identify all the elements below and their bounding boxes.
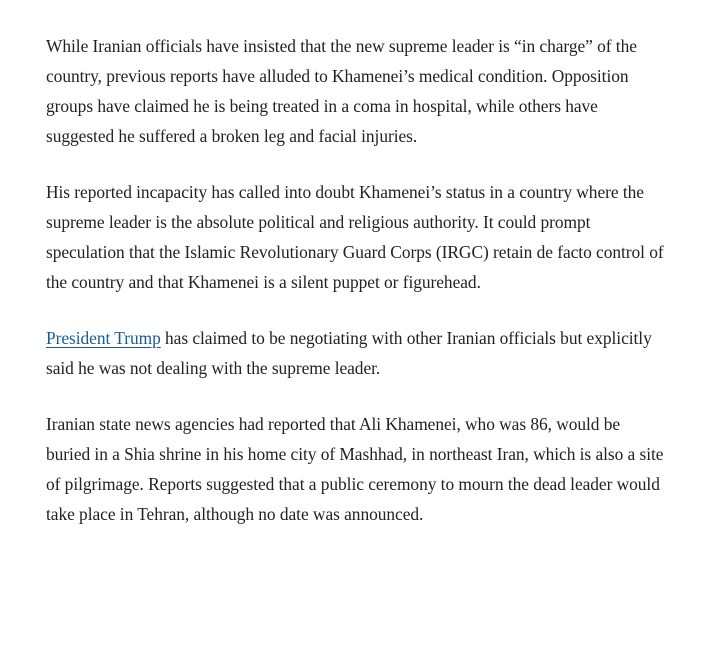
paragraph-burial: Iranian state news agencies had reported that Ali Khamenei, who was 86, would be buried in a Shia shrine in his home city of Mashhad, in northeast Iran, which is also a site of pilgrimage. Reports suggested that a public ceremony to mourn the dead leader would take place in Tehran, although no date was announced. [46,414,664,524]
article-body [46,31,666,555]
president-trump-link[interactable]: President Trump [46,328,161,348]
paragraph-incapacity: His reported incapacity has called into doubt Khamenei’s status in a country where the supreme leader is the absolute political and religious authority. It could prompt speculation that the Islamic Revolutionary Guard Corps (IRGC) retain de facto control of the country and that Khamenei is a silent puppet or figurehead. [46,182,664,292]
paragraph-medical-condition: While Iranian officials have insisted that the new supreme leader is “in charge” of the country, previous reports have alluded to Khamenei’s medical condition. Opposition groups have claimed he is being treated in a coma in hospital, while others have suggested he suffered a broken leg and facial injuries. [46,36,637,146]
paragraph-trump [46,323,666,383]
paragraph-trump-text: has claimed to be negotiating with other Iranian officials but explicitly said he was not dealing with the supreme leader. [46,328,652,378]
